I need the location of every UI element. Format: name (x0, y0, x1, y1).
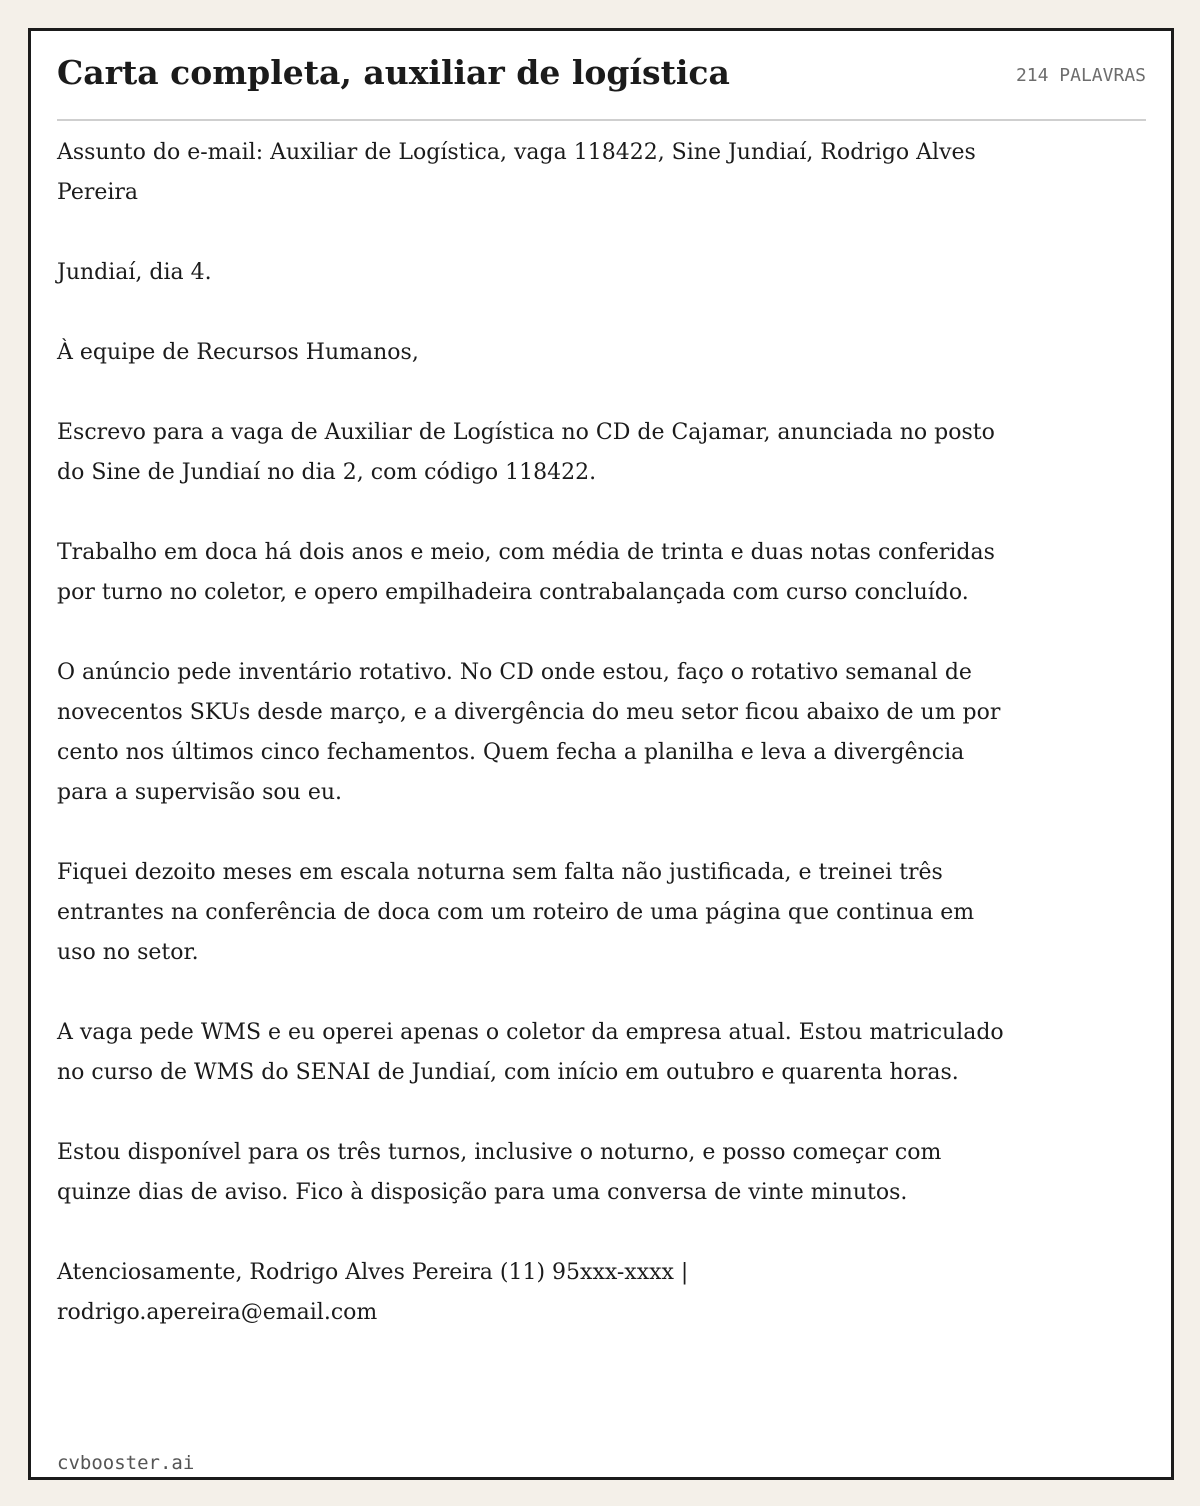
paragraph-night-shift: Fiquei dezoito meses em escala noturna sem falta não justificada, e treinei três entrantes na conferência de doca com um roteiro de uma página que continua em uso no setor. (57, 860, 975, 965)
email-subject: Assunto do e-mail: Auxiliar de Logística, vaga 118422, Sine Jundiaí, Rodrigo Alves Pereira (57, 140, 976, 205)
card-header (57, 51, 1146, 121)
letter-card (28, 28, 1174, 1480)
page-title: Carta completa, auxiliar de logística (57, 53, 730, 92)
paragraph-vacancy: Escrevo para a vaga de Auxiliar de Logística no CD de Cajamar, anunciada no posto do Sine de Jundiaí no dia 2, com código 118422. (57, 420, 995, 485)
signature: Atenciosamente, Rodrigo Alves Pereira (11) 95xxx-xxxx | rodrigo.apereira@email.com (57, 1260, 689, 1325)
letter-body (57, 133, 1007, 1333)
brand-footer: cvbooster.ai (57, 1452, 195, 1474)
paragraph-experience: Trabalho em doca há dois anos e meio, com média de trinta e duas notas conferidas por turno no coletor, e opero empilhadeira contrabalançada com curso concluído. (57, 540, 995, 605)
date-line: Jundiaí, dia 4. (57, 260, 212, 285)
paragraph-inventory: O anúncio pede inventário rotativo. No CD onde estou, faço o rotativo semanal de novecentos SKUs desde março, e a divergência do meu setor ficou abaixo de um por cento nos últimos cinco fechamentos. Quem fecha a planilha e leva a divergência para a supervisão sou eu. (57, 660, 1001, 805)
paragraph-availability: Estou disponível para os três turnos, inclusive o noturno, e posso começar com quinze dias de aviso. Fico à disposição para uma conversa de vinte minutos. (57, 1140, 942, 1205)
word-count-label: 214 PALAVRAS (1015, 65, 1146, 86)
greeting: À equipe de Recursos Humanos, (57, 340, 419, 365)
paragraph-wms: A vaga pede WMS e eu operei apenas o coletor da empresa atual. Estou matriculado no curso de WMS do SENAI de Jundiaí, com início em outubro e quarenta horas. (57, 1020, 1004, 1085)
